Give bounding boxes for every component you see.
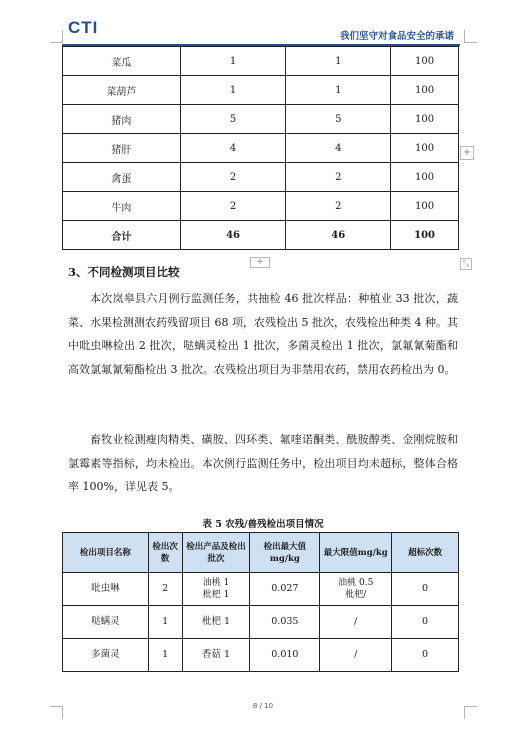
table-cell (320, 573, 392, 606)
table-cell: 菜瓜 (63, 47, 181, 76)
table-cell: 牛肉 (63, 192, 181, 221)
paragraph-livestock: 畜牧业检测瘦肉精类、磺胺、四环类、氟喹诺酮类、酰胺醇类、金刚烷胺和氯霉素等指标，均未检出。本次例行监测任务中，检出项目均未超标，整体合格率 100%，详见表 5。 (68, 433, 458, 493)
cell-line: 油桃 0.5 (338, 578, 374, 588)
column-header: 检出最大值mg/kg (250, 533, 320, 573)
table-row (63, 76, 459, 105)
crop-mark-top-right (464, 30, 477, 43)
table-cell: 2 (180, 163, 286, 192)
table-cell: 香菇 1 (182, 639, 250, 672)
table-cell: 100 (391, 47, 459, 76)
table-cell: 2 (180, 192, 286, 221)
table-cell: 枇杷 1 (182, 606, 250, 639)
table-cell: 46 (180, 221, 286, 250)
crop-mark-top-left (50, 30, 63, 43)
table-cell: 吡虫啉 (63, 573, 149, 606)
table-cell: 100 (391, 105, 459, 134)
table-cell: 4 (286, 134, 391, 163)
table-row (63, 163, 459, 192)
cell-line: 枇杷 1 (202, 590, 230, 600)
header-slogan: 我们坚守对食品安全的承诺 (339, 31, 454, 42)
table-cell: 1 (180, 76, 286, 105)
add-row-icon[interactable]: + (250, 257, 270, 268)
table-cell (182, 573, 250, 606)
table-cell: 菜葫芦 (63, 76, 181, 105)
table-cell: 多菌灵 (63, 639, 149, 672)
table-cell: 0 (392, 639, 459, 672)
table-cell: 1 (286, 47, 391, 76)
cti-logo: CTI (68, 18, 99, 37)
table-cell: 1 (286, 76, 391, 105)
column-header: 最大限值mg/kg (320, 533, 392, 573)
paragraph-summary: 本次岚皋县六月例行监测任务，共抽检 46 批次样品：种植业 33 批次，蔬菜、水果检测测农药残留项目 68 项，农残检出 5 批次，农残检出种类 4 种。其中吡虫啉检出 2 批次，哒螨灵检出 1 批次，多菌灵检出 1 批次，氯氟氰菊酯和高效氯氟氰菊酯检出 3 批次。农残检出项目为非禁用农药，禁用农药检出为 0。 (68, 292, 458, 376)
table-cell: 100 (391, 76, 459, 105)
add-column-icon[interactable]: + (460, 146, 474, 160)
table-cell: 46 (286, 221, 391, 250)
column-header: 超标次数 (392, 533, 459, 573)
sample-count-table[interactable] (62, 46, 459, 250)
page-header (0, 0, 526, 48)
page-number: 8 / 10 (252, 702, 274, 710)
residue-detection-table[interactable] (62, 532, 459, 672)
table-row (63, 47, 459, 76)
cell-line: 油桃 1 (202, 578, 230, 588)
table-cell: / (320, 606, 392, 639)
table-total-row (63, 221, 459, 250)
table-cell: 0 (392, 606, 459, 639)
table-cell: 0.027 (250, 573, 320, 606)
table-cell: 1 (148, 639, 182, 672)
table-row (63, 606, 459, 639)
table-cell: 0.010 (250, 639, 320, 672)
section-heading: 3、不同检测项目比较 (68, 265, 180, 279)
table-row (63, 192, 459, 221)
table-cell: 100 (391, 163, 459, 192)
table-cell: 100 (391, 192, 459, 221)
table-cell: 100 (391, 134, 459, 163)
table-cell: 哒螨灵 (63, 606, 149, 639)
table-cell: 0 (392, 573, 459, 606)
table-cell: 1 (148, 606, 182, 639)
table-cell: 0.035 (250, 606, 320, 639)
table-header-row (63, 533, 459, 573)
table-cell: 禽蛋 (63, 163, 181, 192)
table-caption: 表 5 农残/兽残检出项目情况 (202, 519, 324, 530)
table-resize-handle-icon[interactable]: ⤡ (460, 258, 472, 270)
column-header: 检出项目名称 (63, 533, 149, 573)
table-cell: / (320, 639, 392, 672)
table-row (63, 105, 459, 134)
table-row (63, 134, 459, 163)
table-cell: 2 (286, 192, 391, 221)
table-cell: 2 (286, 163, 391, 192)
table-cell: 合计 (63, 221, 181, 250)
table-row (63, 639, 459, 672)
table-cell: 100 (391, 221, 459, 250)
column-header: 检出产品及检出批次 (182, 533, 250, 573)
table-cell: 猪肉 (63, 105, 181, 134)
table-cell: 猪肝 (63, 134, 181, 163)
column-header: 检出次数 (148, 533, 182, 573)
table-cell: 4 (180, 134, 286, 163)
table-cell: 5 (180, 105, 286, 134)
table-row (63, 573, 459, 606)
table-cell: 2 (148, 573, 182, 606)
table-cell: 1 (180, 47, 286, 76)
cell-line: 枇杷/ (345, 590, 367, 600)
table-cell: 5 (286, 105, 391, 134)
